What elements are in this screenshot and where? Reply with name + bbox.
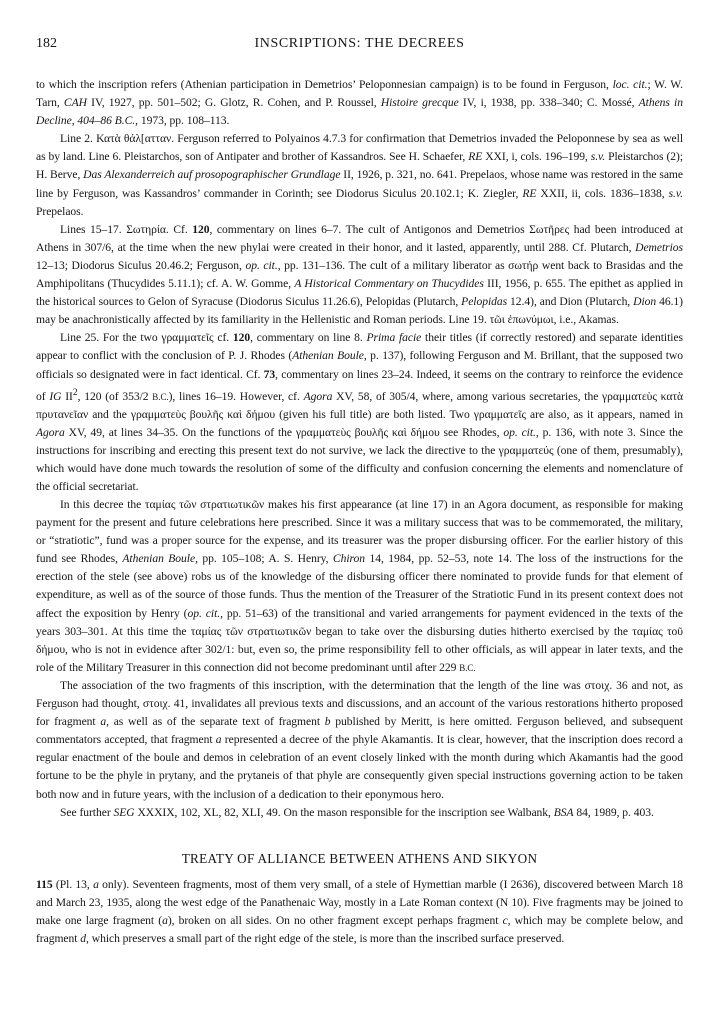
paragraph-stratiotic-treasurer: In this decree the ταμίας τῶν στρατιωτικῶν makes his first appearance (at line 17) in an Agora document, as responsible for making payment for the present and future celebrations here prescribed. Since it was a military success that was to be commemorated, the military, or “stratiotic”, fund was a proper source for the expense, and its treasurer was the proper disbursing officer. For the earlier history of this fund see Rhodes, Athenian Boule, pp. 105–108; A. S. Henry, Chiron 14, 1984, pp. 52–53, note 14. The loss of the instructions for the erection of the stele (see above) robs us of the knowledge of the disbursing officer there nominated to provide funds for that element of expenditure, as well as of the source of those funds. Thus the mention of the Treasurer of the Stratiotic Fund in its present context does not affect the exposition by Henry (op. cit., pp. 51–63) of the transitional and varied arrangements for payment evidenced in the texts of the years 303–301. At this time the ταμίας τῶν στρατιωτικῶν began to take over the disbursing duties hitherto exercised by the ταμίας τοῦ δήμου, who is not in evidence after 302/1: but, even so, the prime responsibility fell to other officials, as will appear in later texts, and the role of the Military Treasurer in this connection did not become predominant until after 229 B.C. — [36, 498, 683, 674]
page-header — [36, 36, 683, 56]
paragraph-continuation: to which the inscription refers (Athenian participation in Demetrios’ Peloponnesian campaign) is to be found in Ferguson, loc. cit.; W. W. Tarn, CAH IV, 1927, pp. 501–502; G. Glotz, R. Cohen, and P. Roussel, Histoire grecque IV, i, 1938, pp. 338–340; C. Mossé, Athens in Decline, 404–86 B.C., 1973, pp. 108–113. — [36, 78, 683, 128]
page-number: 182 — [36, 36, 57, 51]
paragraph-fragments-association: The association of the two fragments of this inscription, with the determination that the length of the line was στοιχ. 36 and not, as Ferguson had thought, στοιχ. 41, invalidates all previous texts and discussions, and an account of the various restorations hitherto proposed for fragment a, as well as of the separate text of fragment b published by Meritt, is here omitted. Ferguson believed, and subsequent commentators accepted, that fragment a represented a decree of the phyle Akamantis. It is clear, however, that the inscription does record a regular enactment of the boule and demos in celebration of an event closely linked with the month during which Akamantis had the good fortune to be the phyle in prytany, and the prytaneis of that phyle are consequently given special instructions governing action to be taken both now and in future years, with the inclusion of a dedication to their eponymous hero. — [36, 678, 683, 801]
paragraph-line-25-commentary: Line 25. For the two γραμματεῖς cf. 120, commentary on line 8. Prima facie their titles (if correctly restored) and separate identities appear to conflict with the conclusion of P. J. Rhodes (Athenian Boule, p. 137), following Ferguson and M. Brillant, that the supposed two officials so designated were in fact identical. Cf. 73, commentary on lines 23–24. Indeed, it seems on the contrary to reinforce the evidence of IG $II^2$, 120 (of 353/2 B.C.), lines 16–19. However, cf. Agora XV, 58, of 305/4, where, among various secretaries, the γραμματεὺς κατὰ πρυτανεῖαν and the γραμματεὺς βουλῆς καὶ δήμου (given his full title) are both listed. Two γραμματεῖς are also, as it appears, named in Agora XV, 49, at lines 34–35. On the functions of the γραμματεὺς βουλῆς καὶ δήμου see Rhodes, op. cit., p. 136, with note 3. Since the instructions for inscribing and erecting this present text do not survive, we lack the directive to the γραμματεύς (one of them, presumably), which would have done much towards the resolution of some of the difficulty and confusion concerning the elements and nomenclature of the official secretariat. — [36, 331, 684, 493]
paragraph-lines-15-17-commentary: Lines 15–17. Σωτηρία. Cf. 120, commentary on lines 6–7. The cult of Antigonos and Demetrios Σωτῆρες had been introduced at Athens in 307/6, at the time when the new phylai were created in their honor, and it lasted, apparently, until 288. Cf. Plutarch, Demetrios 12–13; Diodorus Siculus 20.46.2; Ferguson, op. cit., pp. 131–136. The cult of a military liberator as σωτήρ went back to Brasidas and the Amphipolitans (Thucydides 5.11.1); cf. A. W. Gomme, A Historical Commentary on Thucydides III, 1956, p. 655. The epithet as applied in the historical sources to Gelon of Syracuse (Diodorus Siculus 11.26.6), Pelopidas (Plutarch, Pelopidas 12.4), and Dion (Plutarch, Dion 46.1) may be anachronistically affected by its familiarity in the Hellenistic and Roman periods. Line 19. τῶι ἐπωνύμωι, i.e., Akamas. — [36, 222, 683, 327]
page-body — [36, 76, 683, 948]
paragraph-see-further: See further SEG XXXIX, 102, XL, 82, XLI, 49. On the mason responsible for the inscription see Walbank, BSA 84, 1989, p. 403. — [60, 805, 654, 819]
running-title: INSCRIPTIONS: THE DECREES — [254, 36, 465, 51]
paragraph-line-2-commentary: Line 2. Κατὰ θάλ[ατταν. Ferguson referred to Polyainos 4.7.3 for confirmation that Demetrios invaded the Peloponnese by sea as well as by land. Line 6. Pleistarchos, son of Antipater and brother of Kassandros. See H. Schaefer, RE XXI, i, cols. 196–199, s.v. Pleistarchos (2); H. Berve, Das Alexanderreich auf prosopographischer Grundlage II, 1926, p. 321, no. 641. Prepelaos, whose name was restored in the same line by Ferguson, was Kassandros’ commander in Corinth; see Diodorus Siculus 20.102.1; K. Ziegler, RE XXII, ii, cols. 1836–1838, s.v. Prepelaos. — [36, 132, 683, 218]
paragraph-inscription-115: 115 (Pl. 13, a only). Seventeen fragments, most of them very small, of a stele of Hymettian marble (I 2636), discovered between March 18 and March 23, 1935, along the west edge of the Panathenaic Way, mostly in a Late Roman context (N 10). Five fragments may be joined to make one large fragment (a), broken on all sides. On no other fragment except perhaps fragment c, which may be complete below, and fragment d, which preserves a small part of the right edge of the stele, is more than the inscribed surface preserved. — [36, 877, 684, 945]
section-title: TREATY OF ALLIANCE BETWEEN ATHENS AND SIKYON — [181, 850, 538, 866]
